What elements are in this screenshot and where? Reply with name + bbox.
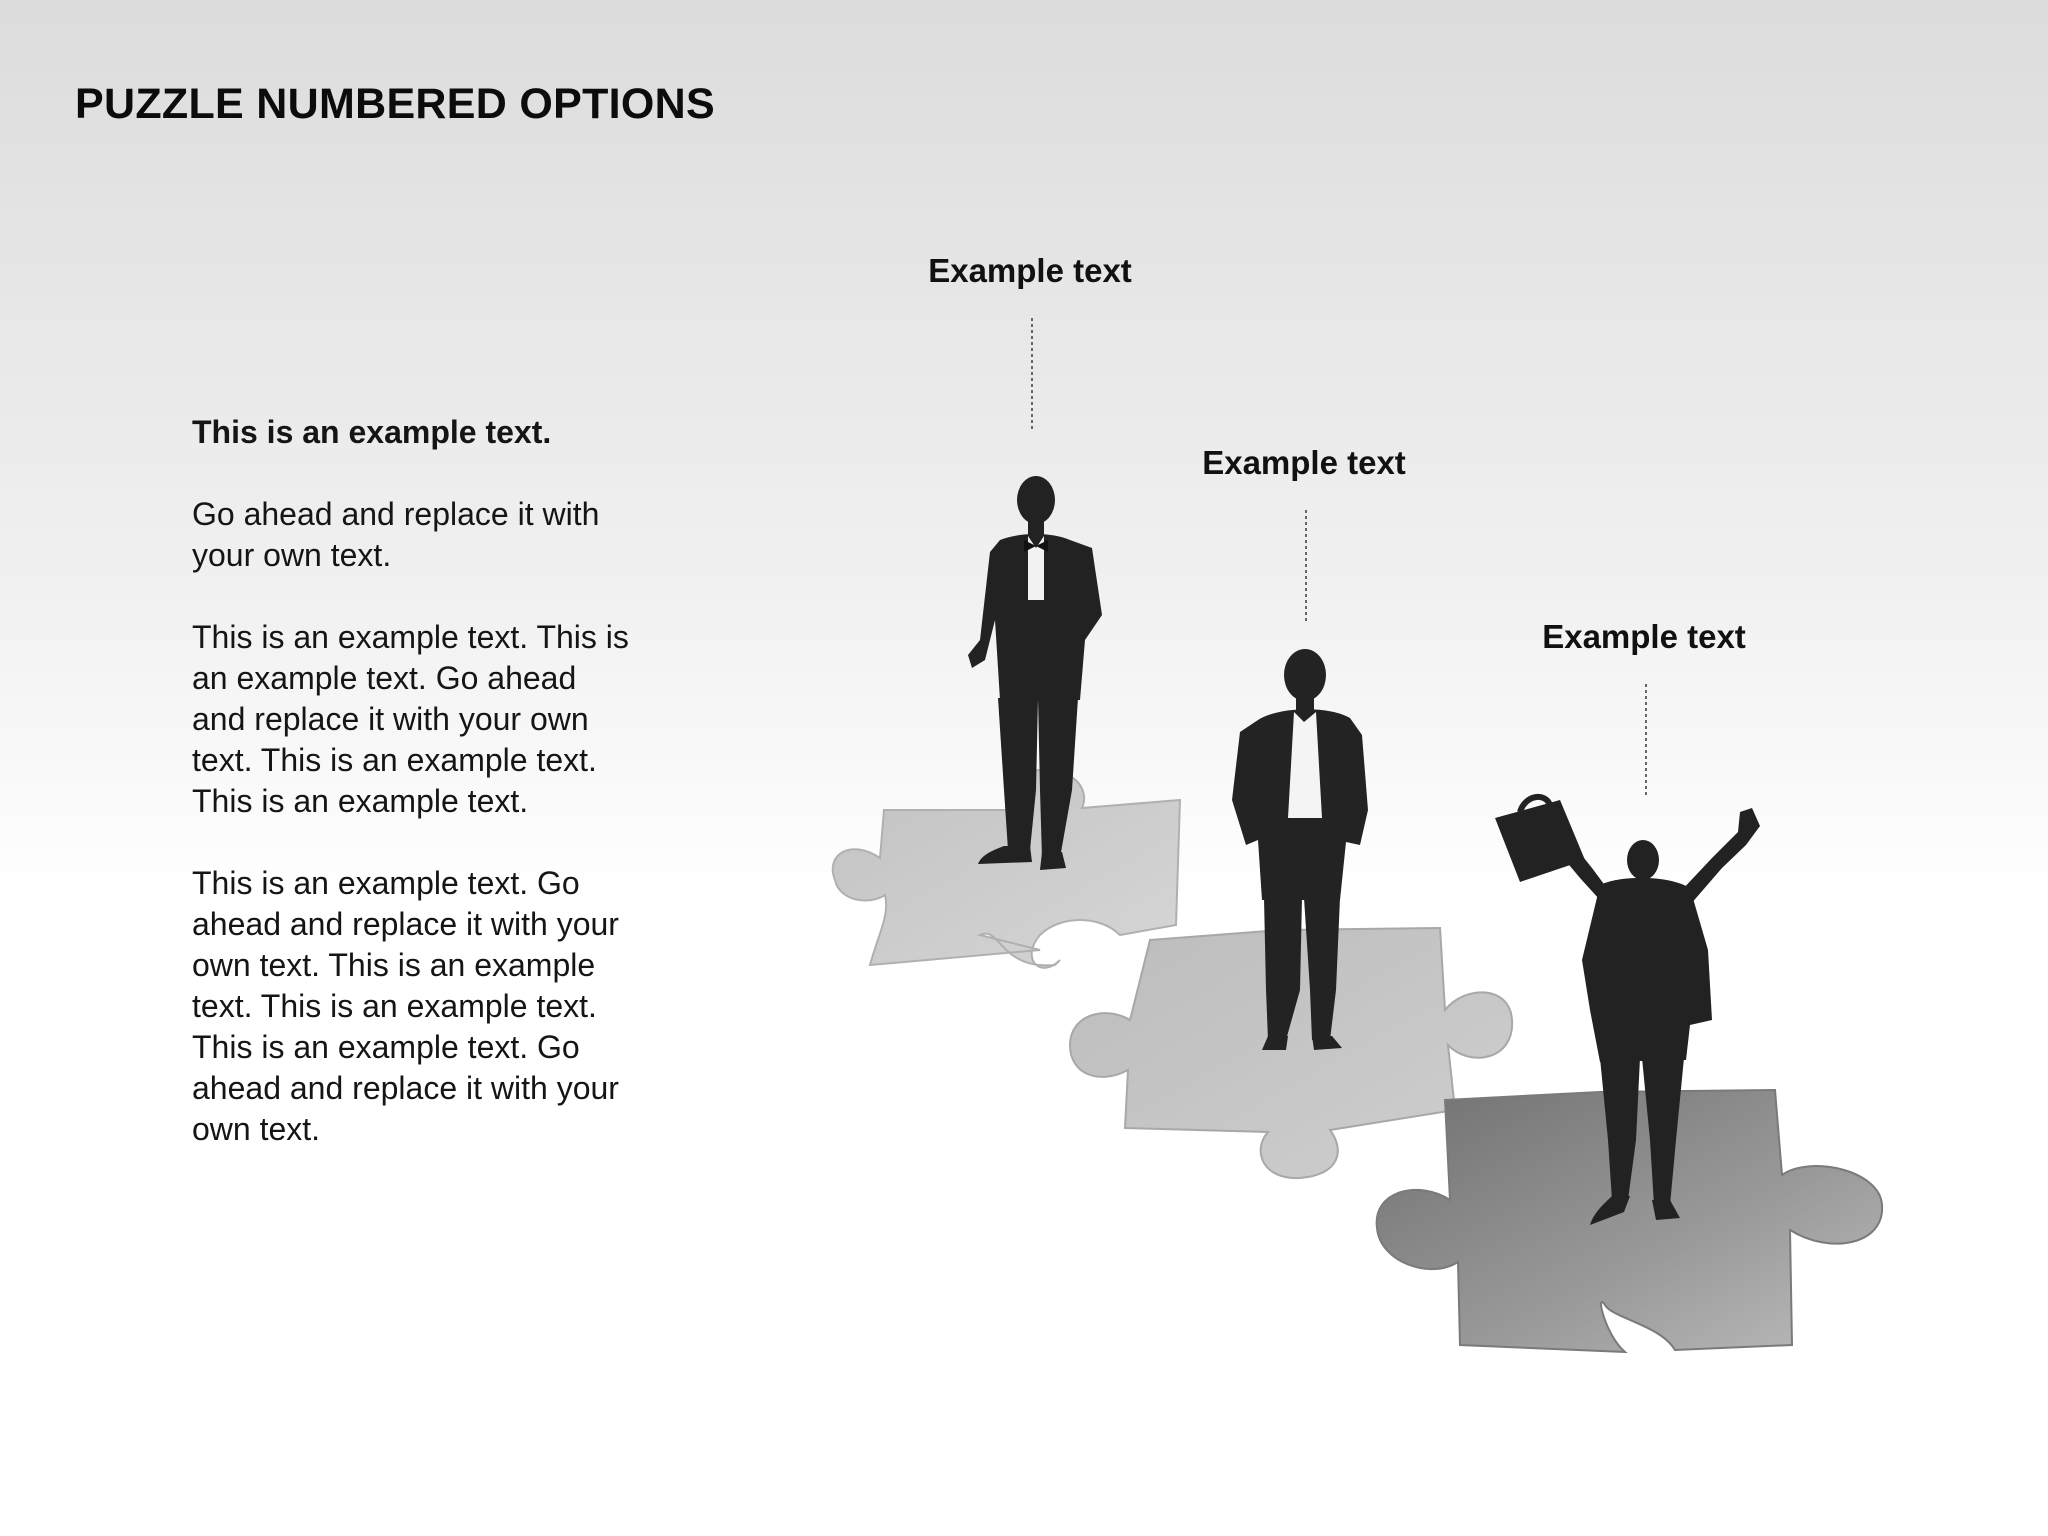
text-panel-heading: This is an example text. (192, 414, 552, 450)
page-title: PUZZLE NUMBERED OPTIONS (75, 80, 715, 128)
text-panel-paragraph-2: This is an example text. This is an example text. Go ahead and replace it with your own text. This is an example text. This is an example text. (192, 619, 629, 819)
step-label-3: Example text (1542, 618, 1746, 655)
step-label-1: Example text (928, 252, 1132, 289)
text-panel-paragraph-1: Go ahead and replace it with your own text. (192, 496, 600, 573)
text-panel-paragraph-3: This is an example text. Go ahead and replace it with your own text. This is an example text. This is an example text. This is an example text. Go ahead and replace it with your own text. (192, 865, 619, 1147)
step-label-2: Example text (1202, 444, 1406, 481)
